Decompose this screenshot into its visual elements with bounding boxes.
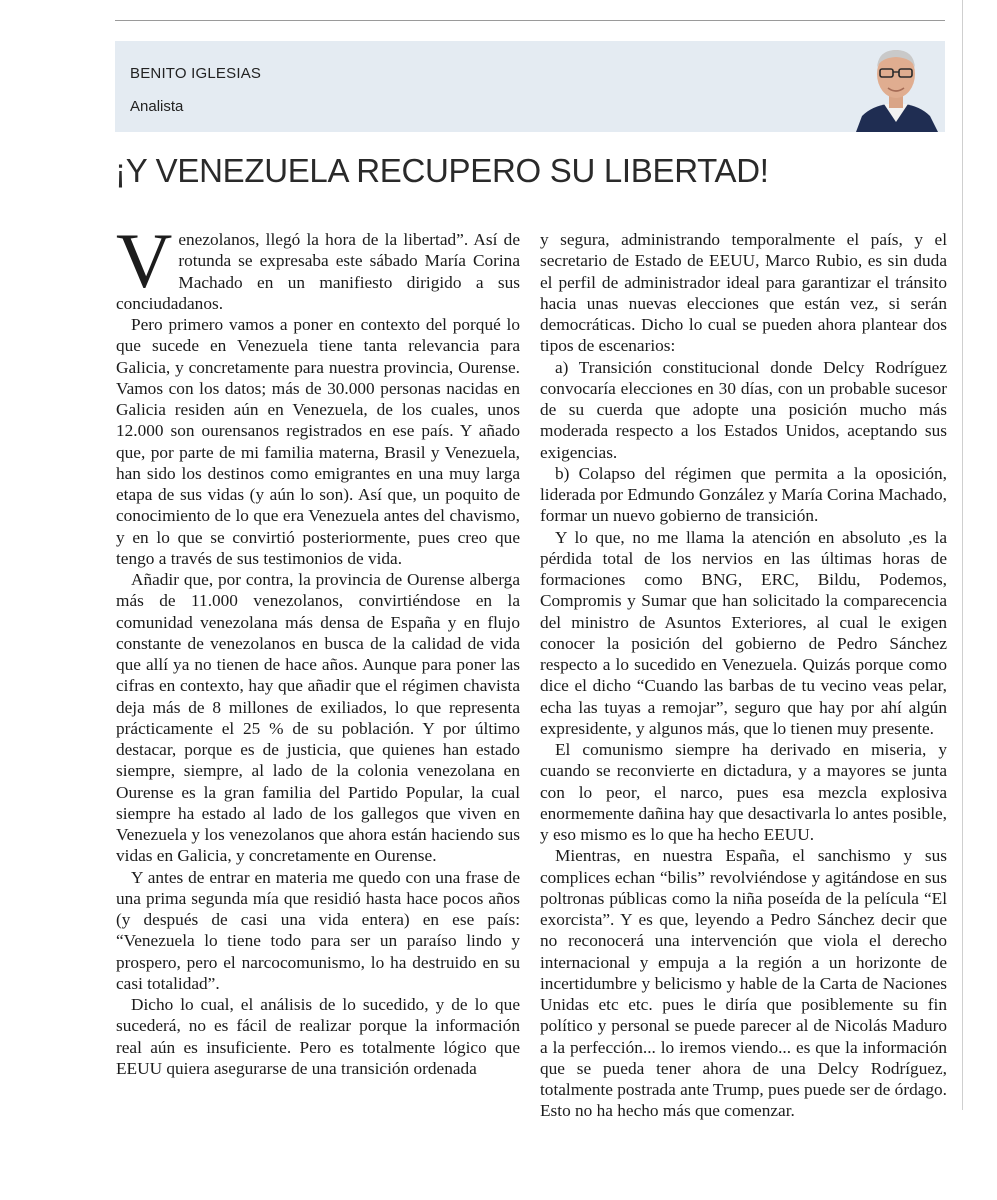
drop-cap: V — [116, 217, 173, 304]
paragraph: a) Transición constitucional donde Delcy Rodríguez convocaría elecciones en 30 días, con un probable sucesor de su cuerda que adopte una posición mucho más moderada respecto a los Estados Unidos, aceptando sus exigencias. — [540, 357, 947, 462]
paragraph: Pero primero vamos a poner en contexto del porqué lo que sucede en Venezuela tiene tanta relevancia para Galicia, y concretamente para nuestra provincia, Ourense. Vamos con los datos; más de 30.000 personas nacidas en Galicia residen aún en Venezuela, de los cuales, unos 12.000 son ourensanos registrados en ese país. Y añado que, por parte de mi familia materna, Brasil y Venezuela, han sido los destinos como emigrantes en una muy larga etapa de sus vidas (y aún lo son). Así que, un poquito de conocimiento de lo que era Venezuela antes del chavismo, y en lo que se convirtió posteriormente, pues creo que tengo a través de sus testimonios de vida. — [116, 315, 520, 568]
author-byline — [115, 41, 945, 132]
paragraph — [116, 217, 520, 314]
paragraph: b) Colapso del régimen que permita a la oposición, liderada por Edmundo González y María Corina Machado, formar un nuevo gobierno de transición. — [540, 463, 947, 526]
paragraph: y segura, administrando temporalmente el país, y el secretario de Estado de EEUU, Marco Rubio, es sin duda el perfil de administrador ideal para garantizar el tránsito hacia unas nuevas elecciones que están vez, si serán democráticas. Dicho lo cual se pueden ahora plantear dos tipos de escenarios: — [540, 230, 947, 356]
author-portrait — [848, 42, 944, 132]
paragraph-text: enezolanos, llegó la hora de la libertad”. Así de rotunda se expresaba este sábado María Corina Machado en un manifiesto dirigido a sus conciudadanos. — [116, 230, 520, 313]
paragraph: Mientras, en nuestra España, el sanchismo y sus complices echan “bilis” revolviéndose y agitándose en sus poltronas públicas como la niña poseída de la película “El exorcista”. Y es que, leyendo a Pedro Sánchez decir que no reconocerá una intervención que viola el derecho internacional y empuja a la región a un horizonte de incertidumbre y belicismo y hable de la Carta de Naciones Unidas etc etc. pues le diría que posiblemente su fin político y personal se puede parecer al de Nicolás Maduro a la perfección... lo iremos viendo... es que la información que se pueda tener ahora de una Delcy Rodríguez, totalmente postrada ante Trump, pues puede ser de órdago. Esto no ha hecho más que comenzar. — [540, 846, 947, 1121]
author-name: BENITO IGLESIAS — [130, 65, 262, 82]
paragraph: Y lo que, no me llama la atención en absoluto ,es la pérdida total de los nervios en las últimas horas de formaciones como BNG, ERC, Bildu, Podemos, Compromis y Sumar que han solicitado la comparecencia del ministro de Asuntos Exteriores, al cual le exigen conocer la posición del gobierno de Pedro Sánchez respecto a lo sucedido en Venezuela. Quizás porque como dice el dicho “Cuando las barbas de tu vecino veas pelar, echa las tuyas a remojar”, seguro que hay por ahí algún expresidente, y algunos más, que lo tienen muy presente. — [540, 527, 947, 738]
headline: ¡Y VENEZUELA RECUPERO SU LIBERTAD! — [115, 152, 769, 189]
paragraph: Añadir que, por contra, la provincia de Ourense alberga más de 11.000 venezolanos, convirtiéndose en la comunidad venezolana más densa de España y en flujo constante de venezolanos en busca de la calidad de vida que allí ya no tienen de hace años. Aunque para poner las cifras en contexto, hay que añadir que el régimen chavista deja más de 8 millones de exiliados, lo que representa prácticamente el 25 % de su población. Y por último destacar, porque es de justicia, que quienes han estado siempre, siempre, al lado de la colonia venezolana en Ourense es la gran familia del Partido Popular, la cual siempre ha estado al lado de los gallegos que viven en Venezuela y los venezolanos que ahora están haciendo sus vidas en Galicia, y concretamente en Ourense. — [116, 570, 520, 866]
author-role: Analista — [130, 98, 184, 115]
article-column-right — [540, 229, 947, 1122]
paragraph: Dicho lo cual, el análisis de lo sucedido, y de lo que sucederá, no es fácil de realizar porque la información real aún es insuficiente. Pero es totalmente lógico que EEUU quiera asegurarse de una transición ordenada — [116, 995, 520, 1078]
article-column-left — [116, 217, 520, 1079]
paragraph: El comunismo siempre ha derivado en miseria, y cuando se reconvierte en dictadura, y a mayores se junta con lo peor, el narco, pues esa mezcla explosiva enormemente dañina hay que desactivarla lo antes posible, y eso mismo es lo que ha hecho EEUU. — [540, 740, 947, 844]
paragraph: Y antes de entrar en materia me quedo con una frase de una prima segunda mía que residió hasta hace pocos años (y después de casi una vida entera) en ese país: “Venezuela lo tiene todo para ser un paraíso lindo y prospero, pero el narcocomunismo, lo ha destruido en su casi totalidad”. — [116, 867, 520, 993]
top-rule — [115, 20, 945, 21]
column-divider — [962, 0, 963, 1110]
